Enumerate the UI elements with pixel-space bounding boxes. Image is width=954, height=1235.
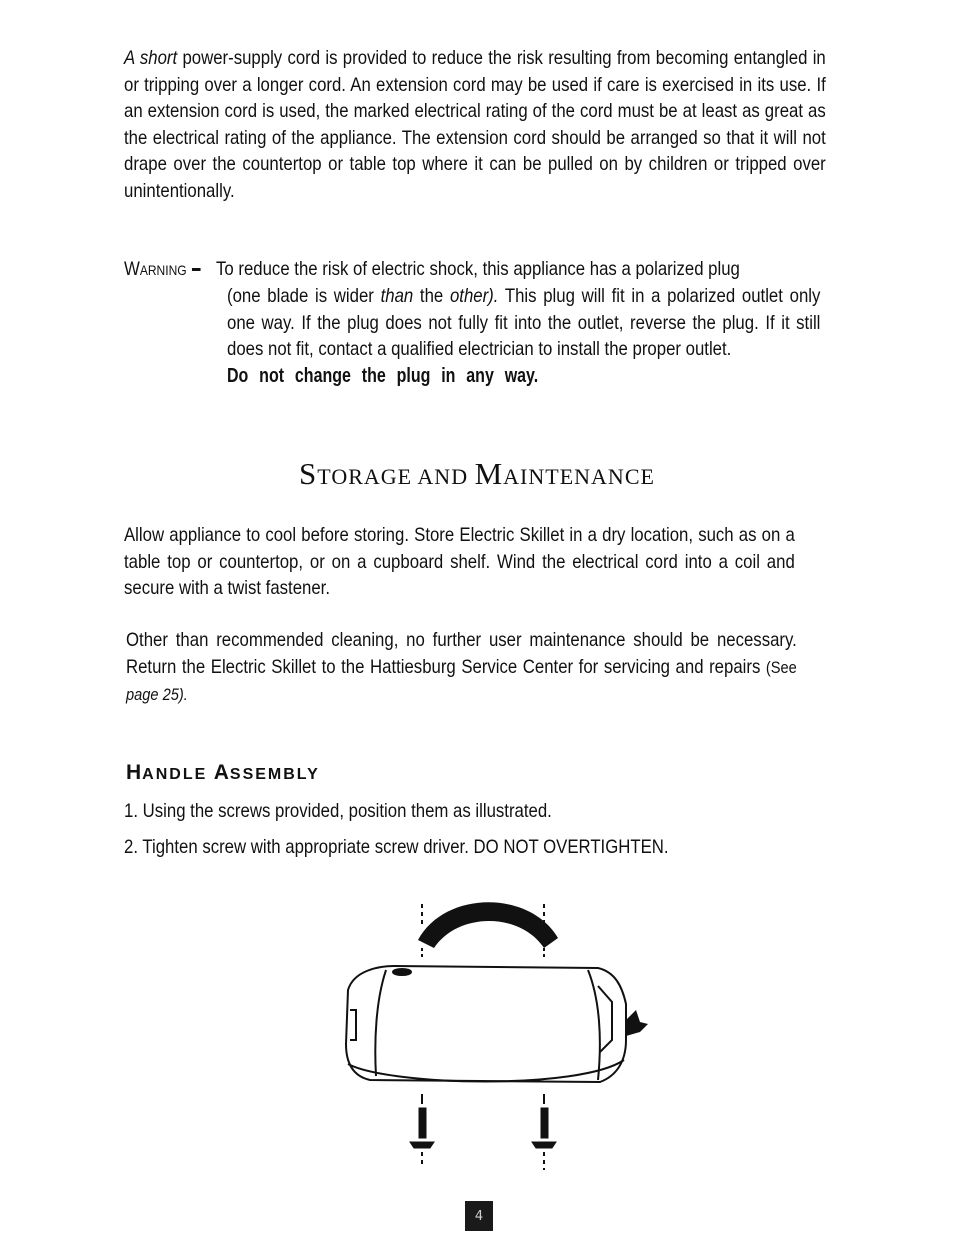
warning-body: (one blade is wider than the other). This plug will fit in a polarized outlet only one way. If the plug does not fully fit into the outlet, reverse the plug. If it still does not fit, contact a qualified electrician to install the proper outlet. bbox=[227, 285, 821, 360]
handle-step-1: 1. Using the screws provided, position them as illustrated. bbox=[124, 800, 552, 822]
warning-dash bbox=[192, 268, 201, 271]
handle-assembly-title: HANDLE ASSEMBLY bbox=[126, 761, 320, 784]
handle-step-2: 2. Tighten screw with appropriate screw driver. DO NOT OVERTIGHTEN. bbox=[124, 836, 669, 858]
storage-title: STORAGE AND MAINTENANCE bbox=[299, 456, 655, 491]
screw-right-icon bbox=[532, 1094, 556, 1170]
screw-left-icon bbox=[410, 1094, 434, 1166]
storage-paragraph: Allow appliance to cool before storing. Store Electric Skillet in a dry location, such as on a table top or countertop, or on a cupboard shelf. Wind the electrical cord into a coil and secure with a twist fastener. bbox=[124, 524, 795, 599]
knob-icon bbox=[626, 1010, 648, 1036]
cord-text: power-supply cord is provided to reduce the risk resulting from becoming entangled in or tripping over a longer cord. An extension cord may be used if care is exercised in its use. If an extension cord is used, the marked electrical rating of the cord must be at least as great as the electrical rating of the appliance. The extension cord should be arranged so that it will not drape over the countertop or table top where it can be pulled on by children or tripped over unintentionally. bbox=[124, 47, 826, 202]
warning-first-line: To reduce the risk of electric shock, this appliance has a polarized plug bbox=[216, 258, 740, 280]
warning-label: WARNING bbox=[124, 256, 206, 284]
warning-strong: Do not change the plug in any way. bbox=[227, 365, 539, 387]
handle-icon bbox=[418, 902, 558, 948]
cord-lead: A short bbox=[124, 47, 178, 69]
cord-paragraph bbox=[124, 45, 826, 204]
handle-assembly-illustration bbox=[330, 890, 660, 1180]
page-number: 4 bbox=[465, 1201, 493, 1231]
see-page-ref: (See page 25). bbox=[126, 657, 797, 704]
maintenance-paragraph: Other than recommended cleaning, no further user maintenance should be necessary. Return the Electric Skillet to the Hattiesburg Service Center for servicing and repairs (See page 25). bbox=[126, 629, 797, 704]
skillet-lid-icon bbox=[346, 966, 626, 1082]
